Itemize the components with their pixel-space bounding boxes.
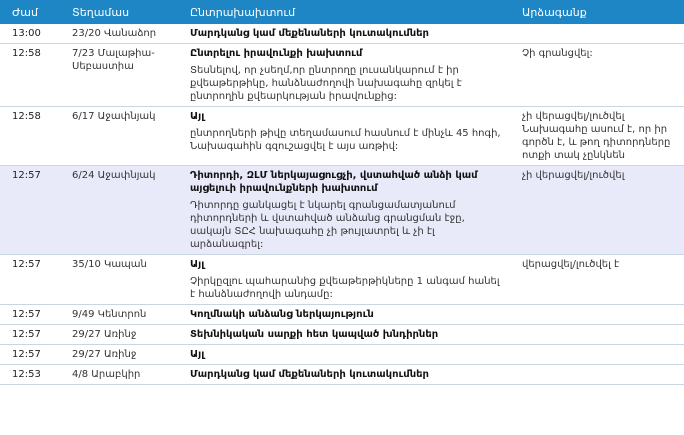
violation-title[interactable]: Կողմնակի անձանց ներկայություն xyxy=(190,309,374,320)
violation-title[interactable]: Մարդկանց կամ մեքենաների կուտակումներ xyxy=(190,28,429,39)
row-response xyxy=(510,24,684,44)
row-place: 29/27 Առինջ xyxy=(60,325,178,345)
row-time: 12:57 xyxy=(0,166,60,255)
row-violation xyxy=(178,107,510,166)
header-place[interactable]: Տեղամաս xyxy=(60,0,178,24)
row-time: 12:57 xyxy=(0,255,60,305)
violation-description: Չիրկըզլու պահարանից քվեաթերթիկները 1 անգամ հանել է հանձնաժողովի անդամը: xyxy=(190,276,500,300)
violation-title[interactable]: Այլ xyxy=(190,349,205,360)
row-violation xyxy=(178,166,510,255)
violation-description: ընտրողների թիվը տեղամասում հասնում է մինչև 45 հոգի, Նախագահին գզուշացվել է այս առթիվ: xyxy=(190,128,501,152)
violation-description: Դիտորդը ցանկացել է նկարել գրանցամատյանում դիտորդների և վստահված անձանց գրանցման էջը, սակայն ՏԸՀ նախագահը չի թույլատրել և չի էլ արձանագրել: xyxy=(190,200,465,250)
row-time: 12:58 xyxy=(0,107,60,166)
table-row[interactable] xyxy=(0,166,684,255)
row-violation xyxy=(178,255,510,305)
row-place: 4/8 Արաբկիր xyxy=(60,365,178,385)
header-type[interactable]: Ընտրախախտում xyxy=(178,0,510,24)
row-response xyxy=(510,325,684,345)
row-violation xyxy=(178,305,510,325)
violation-title[interactable]: Ընտրելու իրավունքի խախտում xyxy=(190,48,363,59)
violation-title[interactable]: Մարդկանց կամ մեքենաների կուտակումներ xyxy=(190,369,429,380)
violation-title[interactable]: Այլ xyxy=(190,259,205,270)
header-response[interactable]: Արձագանք xyxy=(510,0,684,24)
row-time: 12:53 xyxy=(0,365,60,385)
row-time: 12:58 xyxy=(0,44,60,107)
row-place: 7/23 Մալաթիա-Սեբաստիա xyxy=(60,44,178,107)
table-row[interactable] xyxy=(0,255,684,305)
table-row[interactable] xyxy=(0,345,684,365)
table-row[interactable] xyxy=(0,107,684,166)
row-time: 12:57 xyxy=(0,305,60,325)
row-place: 23/20 Վանաձոր xyxy=(60,24,178,44)
row-violation xyxy=(178,24,510,44)
table-row[interactable] xyxy=(0,325,684,345)
table-body xyxy=(0,24,684,385)
row-place: 6/17 Աջափնյակ xyxy=(60,107,178,166)
row-response xyxy=(510,365,684,385)
row-place: 6/24 Աջափնյակ xyxy=(60,166,178,255)
row-time: 12:57 xyxy=(0,345,60,365)
header-time[interactable]: Ժամ xyxy=(0,0,60,24)
row-response xyxy=(510,345,684,365)
row-time: 13:00 xyxy=(0,24,60,44)
row-place: 29/27 Առինջ xyxy=(60,345,178,365)
row-place: 35/10 Կապան xyxy=(60,255,178,305)
row-response: վերացվել/լուծվել է xyxy=(510,255,684,305)
violation-title[interactable]: Տեխնիկական սարքի հետ կապված խնդիրներ xyxy=(190,329,439,340)
table-row[interactable] xyxy=(0,24,684,44)
row-violation xyxy=(178,365,510,385)
row-violation xyxy=(178,325,510,345)
table-row[interactable] xyxy=(0,305,684,325)
row-place: 9/49 Կենտրոն xyxy=(60,305,178,325)
row-time: 12:57 xyxy=(0,325,60,345)
row-response: չի վերացվել/լուծվել xyxy=(510,166,684,255)
row-response: Չի գրանցվել: xyxy=(510,44,684,107)
table-row[interactable] xyxy=(0,44,684,107)
row-violation xyxy=(178,345,510,365)
row-violation xyxy=(178,44,510,107)
violation-title[interactable]: Դիտորդի, ԶԼՄ ներկայացուցչի, վստահված անձի կամ այցելուի իրավունքների խախտում xyxy=(190,170,478,194)
row-response xyxy=(510,305,684,325)
table-header xyxy=(0,0,684,24)
row-response: չի վերացվել/լուծվել Նախագահը ասում է, որ իր գործն է, և թող դիտորդները ոտքի տակ չընկնեն xyxy=(510,107,684,166)
violation-description: Տեսնելով, որ չսեղմ,որ ընտրողը լուսանկարում է իր քվեաթերթիկը, հանձնաժողովի նախագահը զրկել է ընտրողին քվեարկության իրավունքից: xyxy=(190,65,462,102)
violation-title[interactable]: Այլ xyxy=(190,111,205,122)
table-row[interactable] xyxy=(0,365,684,385)
